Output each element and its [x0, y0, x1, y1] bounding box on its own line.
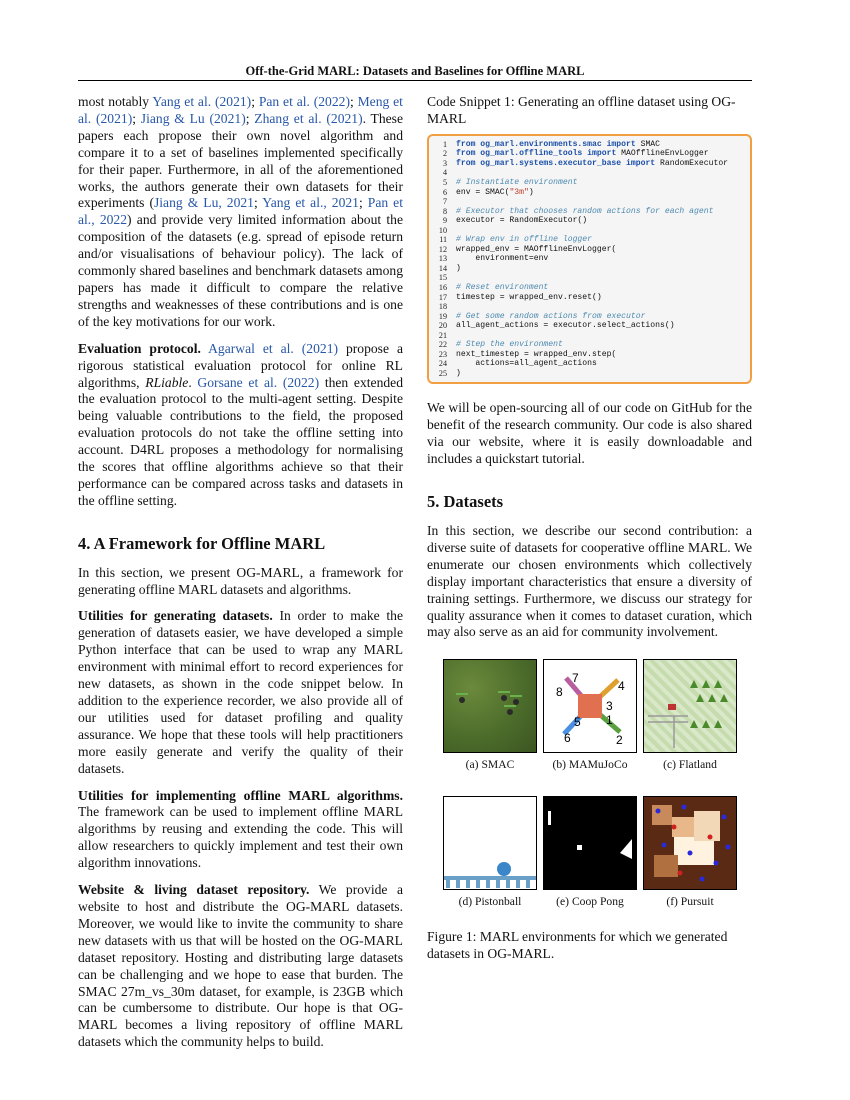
subfigure-label: (e) Coop Pong [556, 895, 624, 909]
figure-caption: Figure 1: MARL environments for which we generated datasets in OG-MARL. [427, 929, 728, 962]
smac-units-icon [444, 660, 536, 752]
joint-label: 2 [616, 733, 623, 748]
pursuit-grid-icon [644, 797, 736, 889]
figure-mamujoco [543, 659, 637, 774]
figure-coop-pong [543, 796, 637, 911]
mamujoco-image [543, 659, 637, 753]
subfigure-label: (f) Pursuit [666, 895, 714, 909]
figure-smac [443, 659, 537, 774]
joint-label: 6 [564, 731, 571, 746]
figure-pursuit [643, 796, 737, 911]
subfigure-label: (b) MAMuJoCo [552, 758, 628, 772]
citation-link[interactable]: Jiang & Lu, 2021 [153, 195, 254, 211]
joint-label: 5 [574, 715, 581, 730]
right-column [427, 94, 752, 973]
subfigure-label: (d) Pistonball [458, 895, 522, 909]
flatland-image [643, 659, 737, 753]
header-rule [78, 80, 752, 81]
running-title: Off-the-Grid MARL: Datasets and Baselines for Offline MARL [245, 64, 585, 78]
citation-link[interactable]: Pan et al. (2022) [258, 94, 350, 109]
figure-1 [427, 659, 752, 963]
citation-link[interactable]: Gorsane et al. (2022) [197, 374, 320, 390]
left-column [78, 94, 403, 1061]
paragraph-heading: Website & living dataset repository. [78, 882, 310, 898]
citation-link[interactable]: Yang et al., 2021 [262, 195, 359, 211]
figure-pistonball [443, 796, 537, 911]
website-paragraph: Website & living dataset repository. We provide a website to host and distribute the OG-MARL datasets. Moreover, we would like to invite the community to share new datasets with us that will be hosted on the OG-MARL dataset repository. Hosting and distributing large datasets can be challenging and we hope to ease that burden. The SMAC 27m_vs_30m dataset, for example, is 23GB which can be cumbersome to distribute. Our hope is that OG-MARL becomes a living repository of offline MARL datasets which the community helps to build. [78, 882, 403, 1050]
utilities-datasets-paragraph: Utilities for generating datasets. In order to make the generation of datasets easier, we have developed a simple Python interface that can be used to wrap any MARL environment with minimal effort to record experiences for new datasets, as shown in the code snippet below. In addition to the experience recorder, we also provide all of our utilities used for dataset profiling and quality assurance. We hope that these tools will help practitioners more easily generate and verify the quality of their datasets. [78, 608, 403, 776]
mamujoco-ant-icon [544, 660, 636, 752]
code-snippet-caption: Code Snippet 1: Generating an offline dataset using OG-MARL [427, 94, 736, 126]
subfigure-label: (a) SMAC [465, 758, 515, 772]
pursuit-image [643, 796, 737, 890]
utilities-algorithms-paragraph: Utilities for implementing offline MARL algorithms. The framework can be used to implement offline MARL algorithms by reusing and extending the code. This will allow researchers to quickly implement and test their own algorithm innovations. [78, 787, 403, 871]
pistonball-scene-icon [444, 797, 536, 889]
joint-label: 4 [618, 679, 625, 694]
section-4-heading: 4. A Framework for Offline MARL [78, 533, 326, 553]
related-work-paragraph: most notably Yang et al. (2021); Pan et al. (2022); Meng et al. (2021); Jiang & Lu (2021); Zhang et al. (2021). These papers each propose their own novel algorithm and compare it to a set of baselines implemented specifically for their paper. Furthermore, in all of the aforementioned works, the authors generate their own datasets for their experiments (Jiang & Lu, 2021; Yang et al., 2021; Pan et al., 2022) and provide very limited information about the composition of the datasets (e.g. spread of episode return and/or visualisations of behaviour policy). The lack of commonly shared baselines and benchmark datasets among papers has made it difficult to compare the relative strengths and weaknesses of these contributions and is one of the key motivations for our work. [78, 94, 403, 329]
citation-link[interactable]: Agarwal et al. (2021) [208, 340, 339, 356]
section-5-intro: In this section, we describe our second contribution: a diverse suite of datasets for cooperative offline MARL. We enumerate our chosen environments which collectively display important characteristics that ensure a diversity of training settings. Furthermore, we discuss our strategy for quality assurance when it comes to dataset curation, which may also serve as an aid for community involvement. [427, 523, 752, 640]
paragraph-heading: Utilities for implementing offline MARL algorithms. [78, 787, 403, 803]
joint-label: 1 [606, 713, 613, 728]
joint-label: 3 [606, 699, 613, 714]
joint-label: 8 [556, 685, 563, 700]
paragraph-heading: Evaluation protocol. [78, 340, 201, 356]
flatland-map-icon [644, 660, 736, 752]
citation-link[interactable]: Meng et al. (2021) [78, 94, 403, 126]
citation-link[interactable]: Zhang et al. (2021) [254, 110, 363, 126]
citation-link[interactable]: Pan et al., 2022 [78, 195, 403, 228]
coop-pong-scene-icon [544, 797, 636, 889]
subfigure-label: (c) Flatland [663, 758, 717, 772]
coop-pong-image [543, 796, 637, 890]
section-4-intro: In this section, we present OG-MARL, a framework for generating offline MARL datasets and algorithms. [78, 564, 403, 597]
figure-flatland [643, 659, 737, 774]
citation-link[interactable]: Jiang & Lu (2021) [140, 110, 246, 126]
citation-link[interactable]: Yang et al. (2021) [152, 94, 252, 109]
smac-image [443, 659, 537, 753]
code-snippet: 1 from og_marl.environments.smac import SMAC 2 from og_marl.offline_tools import MAOfflineEnvLogger 3 from og_marl.systems.executor_base import RandomExecutor 4 5 # Instantiate environment 6 env = SMAC( "3m" ) 7 8 # Executor that chooses random actions for each agent 9 executor = RandomExecutor() 10 11 # Wrap env in offline logger 12 wrapped_env = MAOfflineEnvLogger( 13 environment=env 14 ) 15 16 # Reset environment 17 timestep = wrapped_env.reset() 18 19 # Get some random actions from executor 20 all_agent_actions = executor.select_actions() 21 22 # Step the environment 23 next_timestep = wrapped_env.step( 24 actions=all_agent_actions 25 ) [427, 134, 752, 385]
joint-label: 7 [572, 671, 579, 686]
section-5-heading: 5. Datasets [427, 492, 504, 512]
paragraph-heading: Utilities for generating datasets. [78, 608, 273, 624]
open-source-paragraph: We will be open-sourcing all of our code on GitHub for the benefit of the research community. Our code is also shared via our website, where it is easily downloadable and includes a quickstart tutorial. [427, 400, 752, 467]
pistonball-image [443, 796, 537, 890]
evaluation-protocol-paragraph: Evaluation protocol. Agarwal et al. (2021) propose a rigorous statistical evaluation protocol for online RL algorithms, RLiable. Gorsane et al. (2022) then extended the evaluation protocol to the multi-agent setting. Despite being valuable contributions to the field, the proposed evaluation protocols do not take the offline setting into account. D4RL proposes a methodology for normalising the scores that offline algorithms achieve so that their performance can be compared across tasks and datasets in the offline setting. [78, 340, 403, 508]
